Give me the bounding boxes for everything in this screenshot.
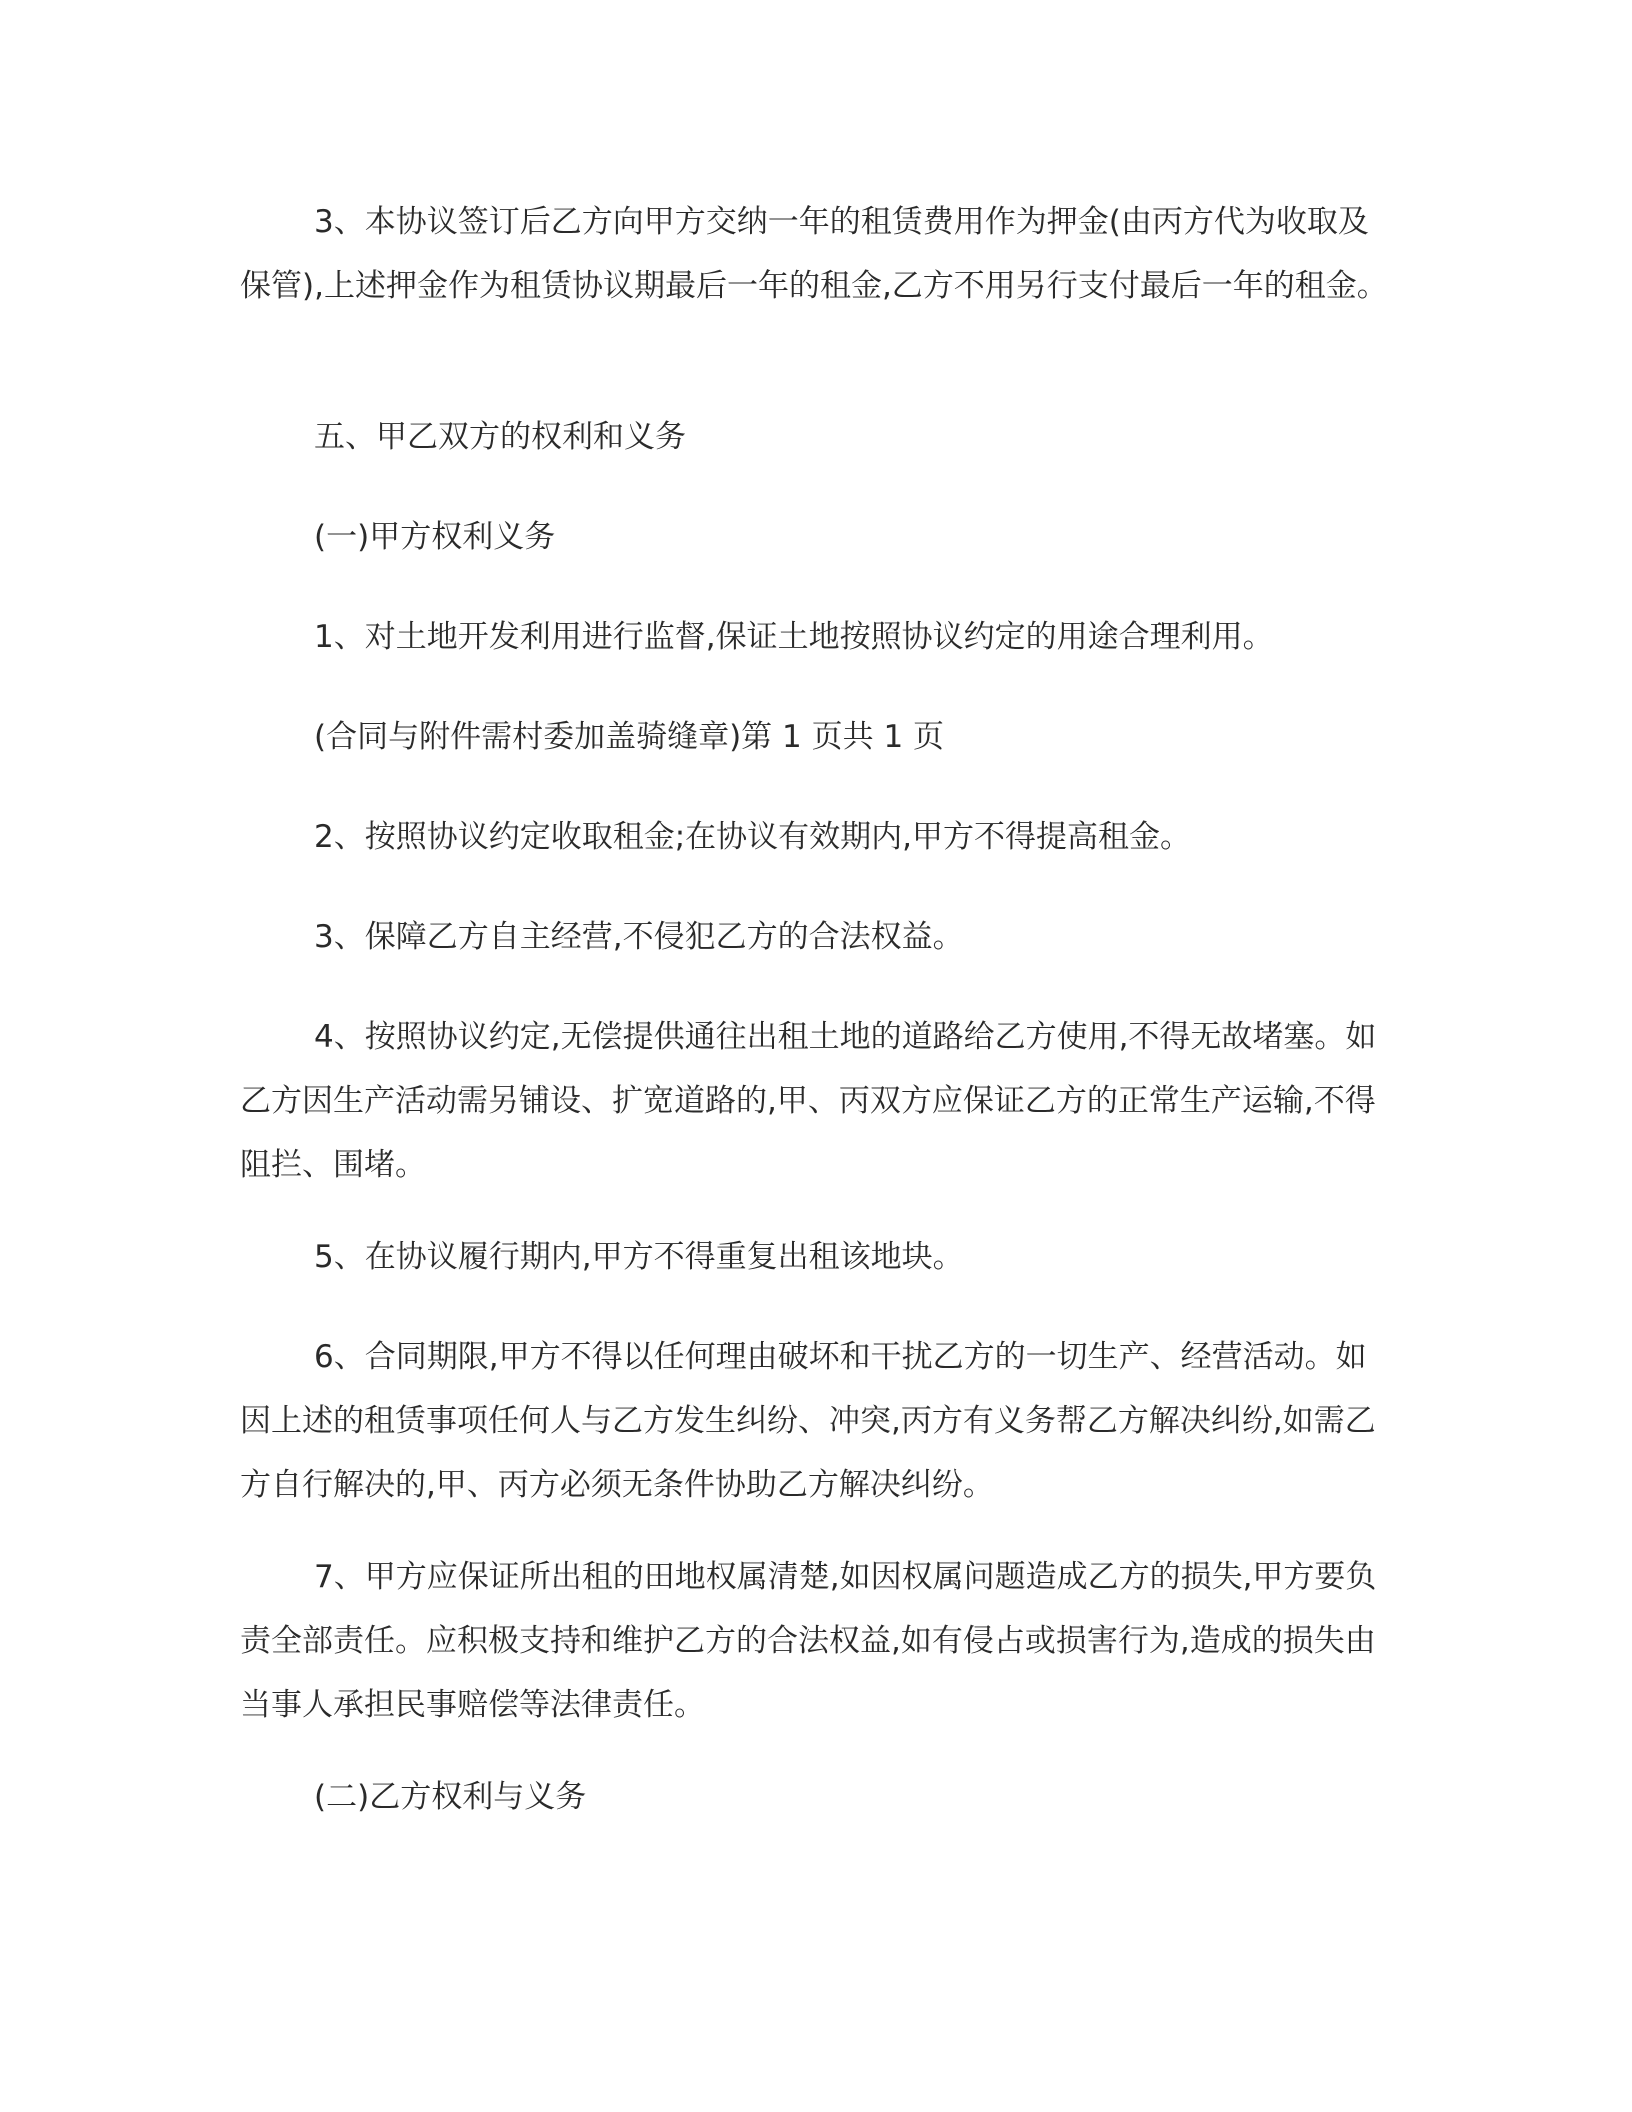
- party-b-rights-heading: (二)乙方权利与义务: [314, 1779, 587, 1815]
- page-seal-note: (合同与附件需村委加盖骑缝章)第 1 页共 1 页: [314, 719, 945, 755]
- party-a-item-4: 4、按照协议约定,无偿提供通往出租土地的道路给乙方使用,不得无故堵塞。如乙方因生产活动需另铺设、扩宽道路的,甲、丙双方应保证乙方的正常生产运输,不得阻拦、围堵。: [240, 1019, 1377, 1183]
- party-a-item-6: 6、合同期限,甲方不得以任何理由破坏和干扰乙方的一切生产、经营活动。如因上述的租赁事项任何人与乙方发生纠纷、冲突,丙方有义务帮乙方解决纠纷,如需乙方自行解决的,甲、丙方必须无条件协助乙方解决纠纷。: [240, 1339, 1376, 1503]
- party-a-rights-heading: (一)甲方权利义务: [314, 519, 556, 555]
- party-a-item-1: 1、对土地开发利用进行监督,保证土地按照协议约定的用途合理利用。: [314, 619, 1274, 655]
- paragraph-deposit-clause: 3、本协议签订后乙方向甲方交纳一年的租赁费用作为押金(由丙方代为收取及保管),上述押金作为租赁协议期最后一年的租金,乙方不用另行支付最后一年的租金。: [240, 204, 1388, 304]
- party-a-item-7: 7、甲方应保证所出租的田地权属清楚,如因权属问题造成乙方的损失,甲方要负责全部责任。应积极支持和维护乙方的合法权益,如有侵占或损害行为,造成的损失由当事人承担民事赔偿等法律责任。: [240, 1559, 1377, 1723]
- party-a-item-5: 5、在协议履行期内,甲方不得重复出租该地块。: [314, 1239, 964, 1275]
- party-a-item-2: 2、按照协议约定收取租金;在协议有效期内,甲方不得提高租金。: [314, 819, 1192, 855]
- party-a-item-3: 3、保障乙方自主经营,不侵犯乙方的合法权益。: [314, 919, 964, 955]
- section-five-heading: 五、甲乙双方的权利和义务: [314, 419, 686, 455]
